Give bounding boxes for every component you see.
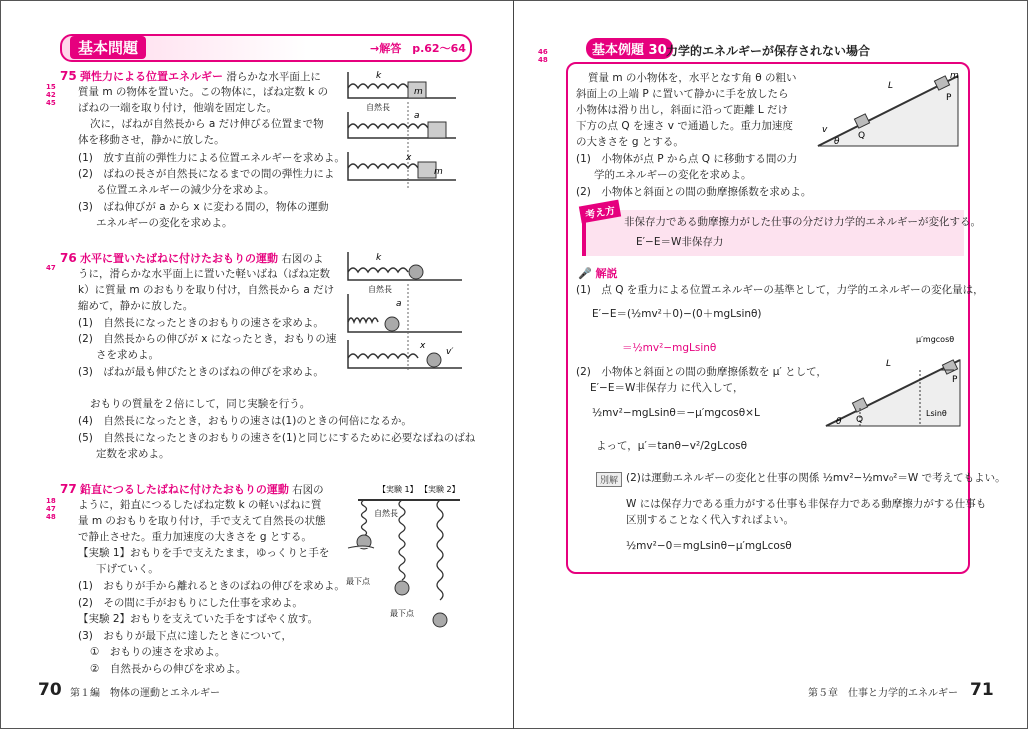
q77-text: 量 m のおもりを取り付け，手で支えて自然長の状態	[78, 515, 326, 527]
q77-item: ② 自然長からの伸びを求めよ。	[90, 663, 247, 675]
q75-item: (2) ばねの長さが自然長になるまでの間の弾性力によ	[78, 168, 335, 180]
q77-item: (2) その間に手がおもりにした仕事を求めよ。	[78, 597, 303, 609]
alternate-formula: ½mv²−0＝mgLsinθ−μ′mgLcosθ	[626, 540, 792, 552]
problem-text: 下方の点 Q を速さ v で通過した。重力加速度	[576, 120, 793, 132]
hint-tag: 考え方	[579, 200, 621, 224]
q77-text: 下げていく。	[96, 563, 159, 575]
q76-refs: 47	[46, 264, 56, 272]
fig-label-exp1: 【実験 1】	[378, 485, 418, 494]
q77-text: 【実験 2】おもりを支えていた手をすばやく放す。	[78, 613, 319, 625]
fig1-label-P: P	[946, 93, 952, 103]
q76-number: 76	[60, 251, 77, 265]
q77-text: ように，鉛直につるしたばね定数 k の軽いばねに質	[78, 499, 322, 511]
page-number-right: 71	[970, 680, 994, 700]
solution-text: (2) 小物体と斜面との間の動摩擦係数を μ′ として，	[576, 366, 827, 378]
q75-item: (1) 放す直前の弾性力による位置エネルギーを求めよ。	[78, 152, 345, 164]
fig-label-m: m	[414, 87, 423, 97]
example-title: 力学的エネルギーが保存されない場合	[666, 44, 871, 58]
problem-item: (2) 小物体と斜面との間の動摩擦係数を求めよ。	[576, 186, 812, 198]
solution-answer-2: よって，μ′＝tanθ−v²/2gLcosθ	[596, 440, 748, 452]
footer-chapter-right: 第５章 仕事と力学的エネルギー	[808, 688, 958, 699]
q76-extra: (5) 自然長になったときのおもりの速さを(1)と同じにするために必要なばねのばね	[78, 432, 476, 444]
q77-header: 77 鉛直につるしたばねに付けたおもりの運動 右図の	[60, 482, 324, 496]
fig2-label-Lsin: Lsinθ	[926, 409, 947, 418]
q77-vertical-spring-figure	[344, 480, 464, 640]
solution-text: (1) 点 Q を重力による位置エネルギーの基準として，力学的エネルギーの変化量は，	[576, 284, 984, 296]
alternate-text: (2)は運動エネルギーの変化と仕事の関係 ½mv²−½mv₀²＝W で考えてもよい。	[626, 472, 1006, 484]
q77-title: 鉛直につるしたばねに付けたおもりの運動	[80, 483, 289, 496]
section-title: 基本問題	[70, 36, 146, 59]
problem-item: (1) 小物体が点 P から点 Q に移動する間の力	[576, 153, 798, 165]
fig-label-lowest-1: 最下点	[346, 577, 370, 586]
q77-item: (3) おもりが最下点に達したときについて，	[78, 630, 292, 642]
fig1-label-L: L	[888, 81, 894, 91]
problem-text: 斜面上の上端 P に置いて静かに手を放したら	[576, 88, 789, 100]
problem-text: の大きさを g とする。	[576, 136, 684, 148]
fig-label-a: a	[396, 299, 402, 309]
fig2-label-force: μ′mgcosθ	[916, 335, 955, 344]
q75-title: 弾性力による位置エネルギー	[80, 70, 224, 83]
q76-item: (3) ばねが最も伸びたときのばねの伸びを求めよ。	[78, 366, 324, 378]
solution-tag: 🎤 解説	[578, 267, 618, 280]
solution-formula: ½mv²−mgLsinθ＝−μ′mgcosθ×L	[592, 407, 760, 419]
answer-reference: →解答 p.62〜64	[370, 42, 466, 55]
q76-text: k）に質量 m のおもりを取り付け，自然長から a だけ	[78, 284, 335, 296]
q75-item: (3) ばね伸びが a から x に変わる間の，物体の運動	[78, 201, 329, 213]
fig1-label-theta: θ	[834, 137, 840, 147]
incline-figure-1	[812, 66, 962, 150]
q75-text: 体を移動させ，静かに放した。	[78, 134, 225, 146]
solution-answer-1: ＝½mv²−mgLsinθ	[622, 342, 717, 354]
alternate-text: 区別することなく代入すればよい。	[626, 514, 794, 526]
fig-label-lowest-2: 最下点	[390, 609, 414, 618]
fig-label-natural: 自然長	[368, 285, 392, 294]
fig-label-x: x	[420, 341, 426, 351]
q77-text: で静止させた。重力加速度の大きさを g とする。	[78, 531, 312, 543]
fig2-label-L: L	[886, 359, 892, 369]
q75-number: 75	[60, 69, 77, 83]
example-tag: 基本例題 30	[586, 38, 673, 59]
fig1-label-v: v	[822, 125, 828, 135]
q75-text: 次に，ばねが自然長から a だけ伸びる位置まで物	[90, 118, 324, 130]
q76-title: 水平に置いたばねに付けたおもりの運動	[80, 252, 279, 265]
example-refs: 46 48	[538, 48, 548, 64]
q77-item: ① おもりの速さを求めよ。	[90, 646, 226, 658]
fig-label-natural: 自然長	[374, 509, 398, 518]
q76-extra: おもりの質量を２倍にして，同じ実験を行う。	[90, 398, 311, 410]
fig2-label-P: P	[952, 375, 958, 385]
q76-extra: (4) 自然長になったとき，おもりの速さは(1)のときの何倍になるか。	[78, 415, 412, 427]
solution-text: E′−E＝W非保存力 に代入して，	[590, 382, 744, 394]
q76-item: (1) 自然長になったときのおもりの速さを求めよ。	[78, 317, 324, 329]
fig-label-natural: 自然長	[366, 103, 390, 112]
q77-text: 【実験 1】おもりを手で支えたまま，ゆっくりと手を	[78, 547, 330, 559]
problem-text: 小物体は滑り出し，斜面に沿って距離 L だけ	[576, 104, 789, 116]
fig2-label-Q: Q	[856, 415, 864, 425]
fig-label-k: k	[376, 71, 382, 81]
page-gutter	[513, 0, 514, 729]
q76-text: 縮めて，静かに放した。	[78, 300, 194, 312]
microphone-icon: 🎤	[578, 267, 592, 280]
q75-header: 75 弾性力による位置エネルギー 滑らかな水平面上に	[60, 69, 321, 83]
q75-item: エネルギーの変化を求めよ。	[96, 217, 233, 229]
fig1-label-m: m	[950, 71, 959, 81]
problem-text: 質量 m の小物体を，水平となす角 θ の粗い	[588, 72, 797, 84]
q75-text: 質量 m の物体を置いた。この物体に，ばね定数 k の	[78, 86, 329, 98]
q77-item: (1) おもりが手から離れるときのばねの伸びを求めよ。	[78, 580, 345, 592]
fig-label-exp2: 【実験 2】	[420, 485, 460, 494]
hint-formula: E′−E＝W非保存力	[636, 236, 724, 248]
q77-number: 77	[60, 482, 77, 496]
q76-text: うに，滑らかな水平面上に置いた軽いばね（ばね定数	[78, 268, 330, 280]
q75-refs: 15 42 45	[46, 83, 56, 107]
fig-label-m2: m	[434, 167, 443, 177]
q76-spring-figure	[346, 250, 466, 374]
hint-text: 非保存力である動摩擦力がした仕事の分だけ力学的エネルギーが変化する。	[624, 216, 981, 228]
q76-item: さを求めよ。	[96, 349, 159, 361]
fig-label-v: v′	[446, 347, 454, 357]
q76-header: 76 水平に置いたばねに付けたおもりの運動 右図のよ	[60, 251, 324, 265]
fig-label-x: x	[406, 153, 412, 163]
q76-extra: 定数を求めよ。	[96, 448, 170, 460]
q75-text: ばねの一端を取り付け，他端を固定した。	[78, 102, 278, 114]
incline-figure-2	[820, 330, 966, 430]
fig1-label-Q: Q	[858, 131, 866, 141]
solution-formula: E′−E＝(½mv²＋0)−(0＋mgLsinθ)	[592, 308, 762, 320]
q75-spring-figure	[346, 68, 458, 190]
q75-item: る位置エネルギーの減少分を求めよ。	[96, 184, 275, 196]
q77-refs: 18 47 48	[46, 497, 56, 521]
fig2-label-theta: θ	[836, 417, 842, 427]
fig-label-a: a	[414, 111, 420, 121]
fig-label-k: k	[376, 253, 382, 263]
problem-item: 学的エネルギーの変化を求めよ。	[594, 169, 752, 181]
q76-item: (2) 自然長からの伸びが x になったとき，おもりの速	[78, 333, 337, 345]
footer-chapter-left: 第１編 物体の運動とエネルギー	[70, 688, 220, 699]
alternate-text: W には保存力である重力がする仕事も非保存力である動摩擦力がする仕事も	[626, 498, 987, 510]
alternate-solution-tag: 別解	[596, 472, 622, 487]
page-number-left: 70	[38, 680, 62, 700]
